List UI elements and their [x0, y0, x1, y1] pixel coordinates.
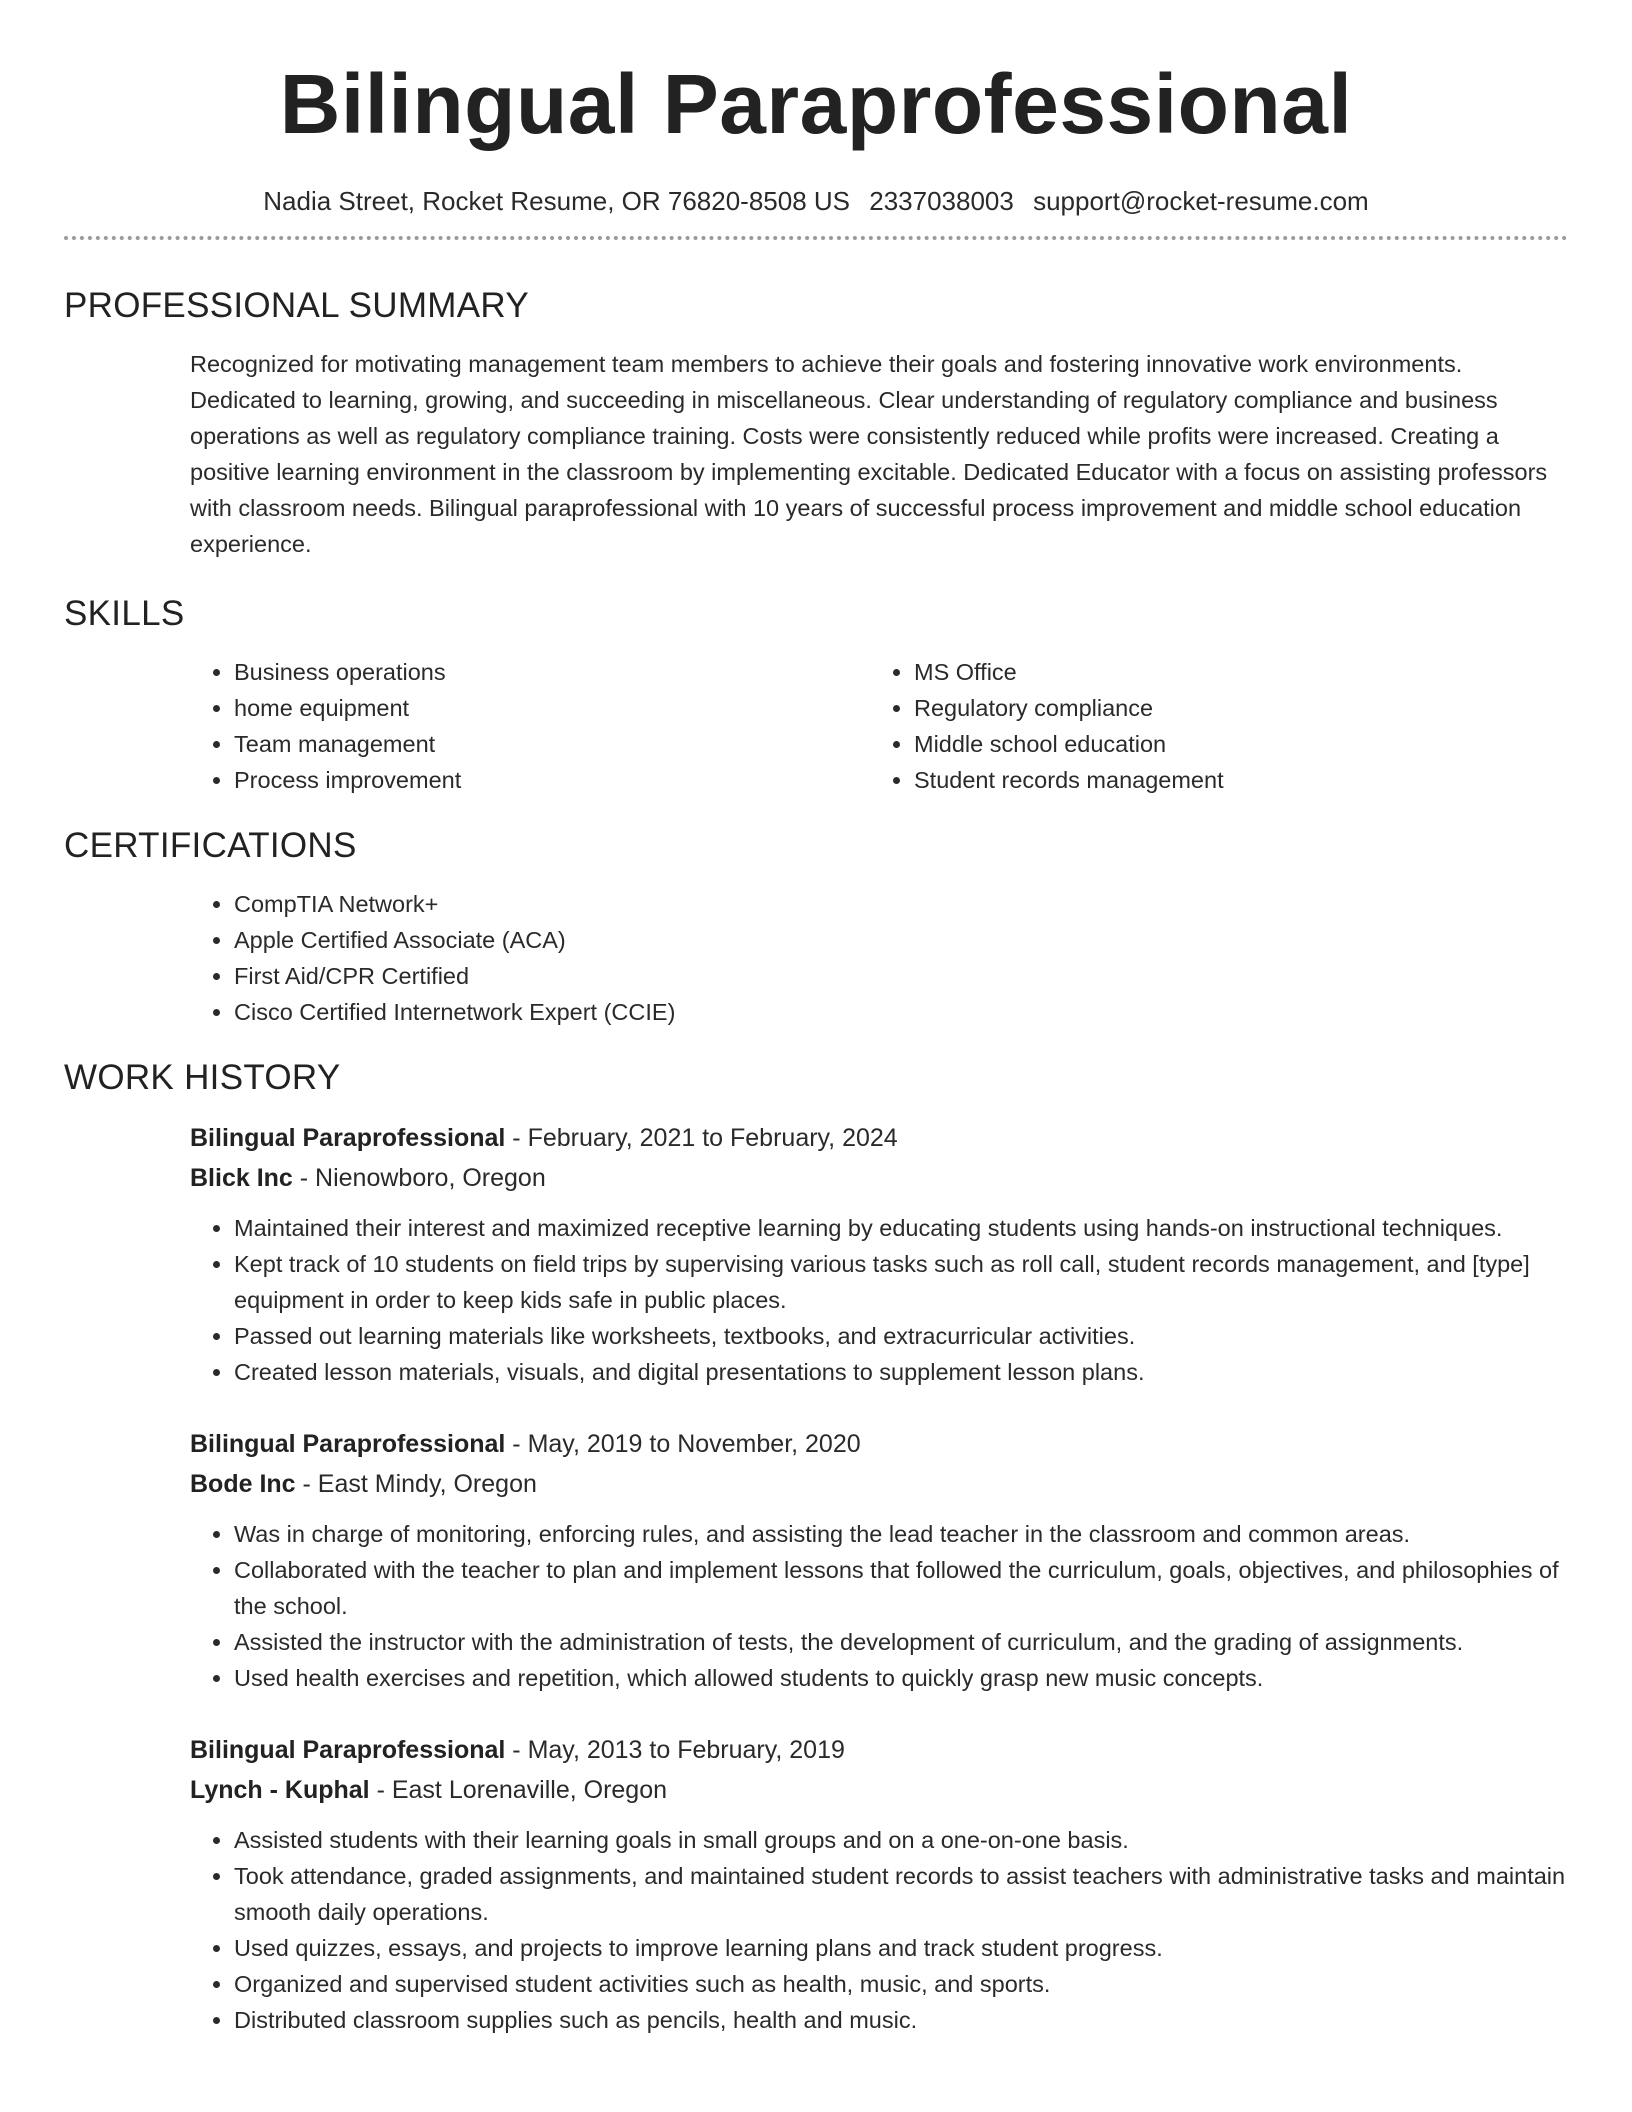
summary-heading: PROFESSIONAL SUMMARY	[64, 286, 529, 325]
job-dates: - May, 2013 to February, 2019	[505, 1736, 845, 1764]
job-dates: - February, 2021 to February, 2024	[505, 1124, 898, 1152]
job-location: - East Mindy, Oregon	[295, 1470, 537, 1498]
summary-text: Recognized for motivating management team members to achieve their goals and fostering innovative work environments. Dedicated to learning, growing, and succeeding in miscellaneous. Clear understanding of regulatory compliance and business operations as well as regulatory compliance training. Costs were consistently reduced while profits were increased. Creating a positive learning environment in the classroom by implementing excitable. Dedicated Educator with a focus on assisting professors with classroom needs. Bilingual paraprofessional with 10 years of successful process improvement and middle school education experience.	[190, 351, 1548, 557]
skill-item: • Team management	[234, 726, 870, 762]
job-entry	[190, 1424, 1568, 1696]
contact-email: support@rocket-resume.com	[1033, 186, 1369, 216]
skill-item: • MS Office	[914, 654, 1550, 690]
job-bullets	[190, 1822, 1568, 2038]
skills-column-left	[190, 654, 870, 798]
job-company-line	[190, 1770, 1568, 1810]
skills-grid	[190, 654, 1568, 798]
job-bullet: • Used health exercises and repetition, which allowed students to quickly grasp new music concepts.	[234, 1660, 1568, 1696]
skill-item: • Regulatory compliance	[914, 690, 1550, 726]
job-bullet: • Took attendance, graded assignments, and maintained student records to assist teachers with administrative tasks and maintain smooth daily operations.	[234, 1858, 1568, 1930]
skill-item: • Middle school education	[914, 726, 1550, 762]
job-company: Lynch - Kuphal	[190, 1776, 370, 1804]
certification-item: • Cisco Certified Internetwork Expert (CCIE)	[234, 994, 1568, 1030]
job-bullet: • Passed out learning materials like worksheets, textbooks, and extracurricular activities.	[234, 1318, 1568, 1354]
job-bullets	[190, 1516, 1568, 1696]
certifications-heading: CERTIFICATIONS	[64, 826, 357, 865]
certification-item: • First Aid/CPR Certified	[234, 958, 1568, 994]
job-bullet: • Maintained their interest and maximized receptive learning by educating students using hands-on instructional techniques.	[234, 1210, 1568, 1246]
contact-phone: 2337038003	[869, 186, 1014, 216]
skill-item: • Student records management	[914, 762, 1550, 798]
skills-heading: SKILLS	[64, 594, 185, 633]
certification-item: • Apple Certified Associate (ACA)	[234, 922, 1568, 958]
job-title-line	[190, 1730, 1568, 1770]
job-location: - East Lorenaville, Oregon	[369, 1776, 668, 1804]
job-bullet: • Used quizzes, essays, and projects to improve learning plans and track student progress.	[234, 1930, 1568, 1966]
job-bullet: • Assisted students with their learning goals in small groups and on a one-on-one basis.	[234, 1822, 1568, 1858]
job-role: Bilingual Paraprofessional	[190, 1430, 506, 1458]
job-company-line	[190, 1158, 1568, 1198]
job-company: Blick Inc	[190, 1164, 293, 1192]
certification-item: • CompTIA Network+	[234, 886, 1568, 922]
job-title-line	[190, 1118, 1568, 1158]
header-divider	[64, 236, 1568, 240]
skills-column-right	[870, 654, 1550, 798]
job-bullet: • Created lesson materials, visuals, and digital presentations to supplement lesson plans.	[234, 1354, 1568, 1390]
job-bullet: • Organized and supervised student activities such as health, music, and sports.	[234, 1966, 1568, 2002]
skill-item: • Process improvement	[234, 762, 870, 798]
job-location: - Nienowboro, Oregon	[292, 1164, 546, 1192]
job-entry	[190, 1118, 1568, 1390]
job-bullets	[190, 1210, 1568, 1390]
work-history-heading: WORK HISTORY	[64, 1058, 341, 1097]
job-bullet: • Distributed classroom supplies such as pencils, health and music.	[234, 2002, 1568, 2038]
job-bullet: • Assisted the instructor with the administration of tests, the development of curriculum, and the grading of assignments.	[234, 1624, 1568, 1660]
contact-info	[64, 184, 1568, 218]
job-dates: - May, 2019 to November, 2020	[505, 1430, 861, 1458]
job-role: Bilingual Paraprofessional	[190, 1736, 506, 1764]
skill-item: • home equipment	[234, 690, 870, 726]
resume-page	[64, 0, 1568, 2038]
contact-address: Nadia Street, Rocket Resume, OR 76820-8508 US	[263, 186, 851, 216]
job-company-line	[190, 1464, 1568, 1504]
job-role: Bilingual Paraprofessional	[190, 1124, 506, 1152]
job-bullet: • Was in charge of monitoring, enforcing rules, and assisting the lead teacher in the classroom and common areas.	[234, 1516, 1568, 1552]
job-title-line	[190, 1424, 1568, 1464]
resume-name: Bilingual Paraprofessional	[279, 57, 1353, 151]
job-bullet: • Collaborated with the teacher to plan and implement lessons that followed the curriculum, goals, objectives, and philosophies of the school.	[234, 1552, 1568, 1624]
job-entry	[190, 1730, 1568, 2038]
certifications-list	[190, 886, 1568, 1030]
job-company: Bode Inc	[190, 1470, 296, 1498]
skill-item: • Business operations	[234, 654, 870, 690]
job-bullet: • Kept track of 10 students on field trips by supervising various tasks such as roll call, student records management, and [type] equipment in order to keep kids safe in public places.	[234, 1246, 1568, 1318]
